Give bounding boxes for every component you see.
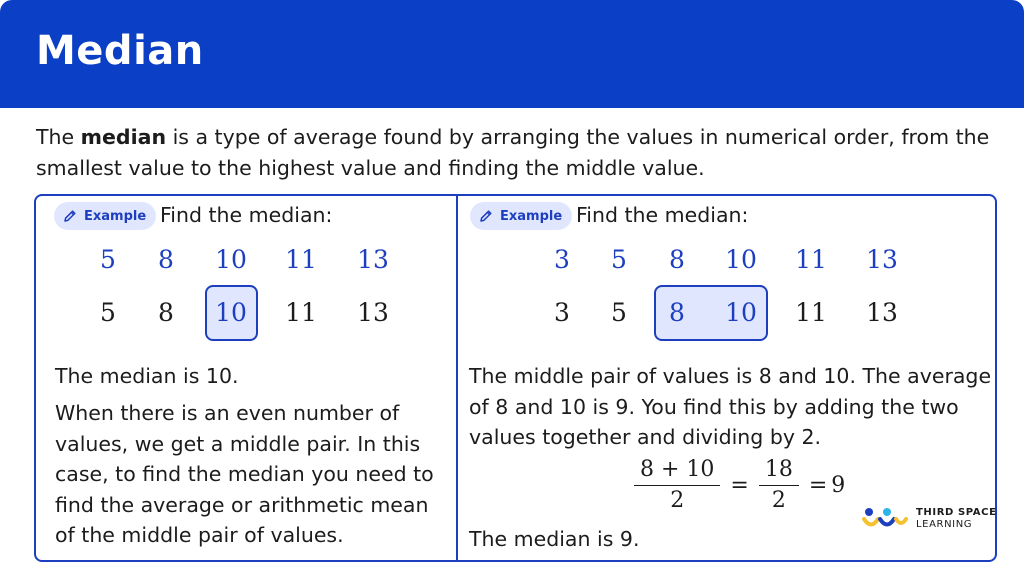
left-ordered-value: 8	[158, 245, 174, 274]
right-ordered-value: 13	[866, 245, 898, 274]
fraction-sum-denominator: 2	[670, 488, 685, 513]
left-ordered-value: 13	[357, 245, 389, 274]
right-ordered-value: 5	[611, 245, 627, 274]
logo-text	[916, 507, 997, 531]
right-value: 13	[866, 298, 898, 327]
fraction-sum	[634, 458, 720, 513]
right-ordered-value: 8	[669, 245, 685, 274]
right-value: 3	[554, 298, 570, 327]
pencil-icon	[478, 208, 494, 224]
intro-pre: The	[36, 125, 81, 149]
third-space-learning-logo	[862, 506, 997, 532]
left-value: 11	[285, 298, 317, 327]
brand-mark-icon	[862, 506, 908, 532]
left-value: 8	[158, 298, 174, 327]
panel-divider	[456, 196, 458, 560]
equals-sign: =	[730, 473, 749, 498]
header-banner	[0, 0, 1024, 108]
right-result: The median is 9.	[469, 527, 640, 551]
right-ordered-value: 3	[554, 245, 570, 274]
left-ordered-value: 10	[215, 245, 247, 274]
right-middle-value: 8	[669, 298, 685, 327]
example-badge-right-label: Example	[500, 208, 563, 224]
right-ordered-value: 11	[795, 245, 827, 274]
fraction-total	[759, 458, 799, 513]
intro-post: is a type of average found by arranging the values in numerical order, from the smallest value to the highest value and finding the middle value.	[36, 125, 990, 180]
logo-line-2: LEARNING	[916, 519, 973, 530]
example-badge-left-label: Example	[84, 208, 147, 224]
equals-sign: =	[808, 473, 828, 498]
left-median-value: 10	[215, 298, 247, 327]
left-value: 5	[100, 298, 116, 327]
fraction-sum-numerator: 8 + 10	[634, 458, 720, 486]
fraction-total-numerator: 18	[759, 458, 799, 486]
right-prompt: Find the median:	[576, 203, 749, 227]
pencil-icon	[62, 208, 78, 224]
right-value: 11	[795, 298, 827, 327]
right-ordered-value: 10	[725, 245, 757, 274]
right-value: 5	[611, 298, 627, 327]
right-explanation: The middle pair of values is 8 and 10. The average of 8 and 10 is 9. You find this by adding the two values together and dividing by 2.	[469, 364, 992, 449]
example-badge-right	[470, 202, 572, 230]
right-middle-value: 10	[725, 298, 757, 327]
page-title: Median	[36, 28, 204, 74]
logo-line-1: THIRD SPACE	[916, 507, 997, 518]
left-ordered-value: 5	[100, 245, 116, 274]
left-result: The median is 10.	[55, 364, 239, 388]
example-badge-left	[54, 202, 156, 230]
left-note: When there is an even number of values, we get a middle pair. In this case, to find the median you need to find the average or arithmetic mean of the middle pair of values.	[55, 401, 434, 547]
median-formula	[628, 458, 845, 513]
formula-answer: 9	[831, 473, 846, 498]
left-ordered-value: 11	[285, 245, 317, 274]
left-prompt: Find the median:	[160, 203, 333, 227]
fraction-total-denominator: 2	[771, 488, 786, 513]
intro-text	[36, 122, 1006, 184]
left-value: 13	[357, 298, 389, 327]
intro-bold-term: median	[80, 125, 167, 149]
